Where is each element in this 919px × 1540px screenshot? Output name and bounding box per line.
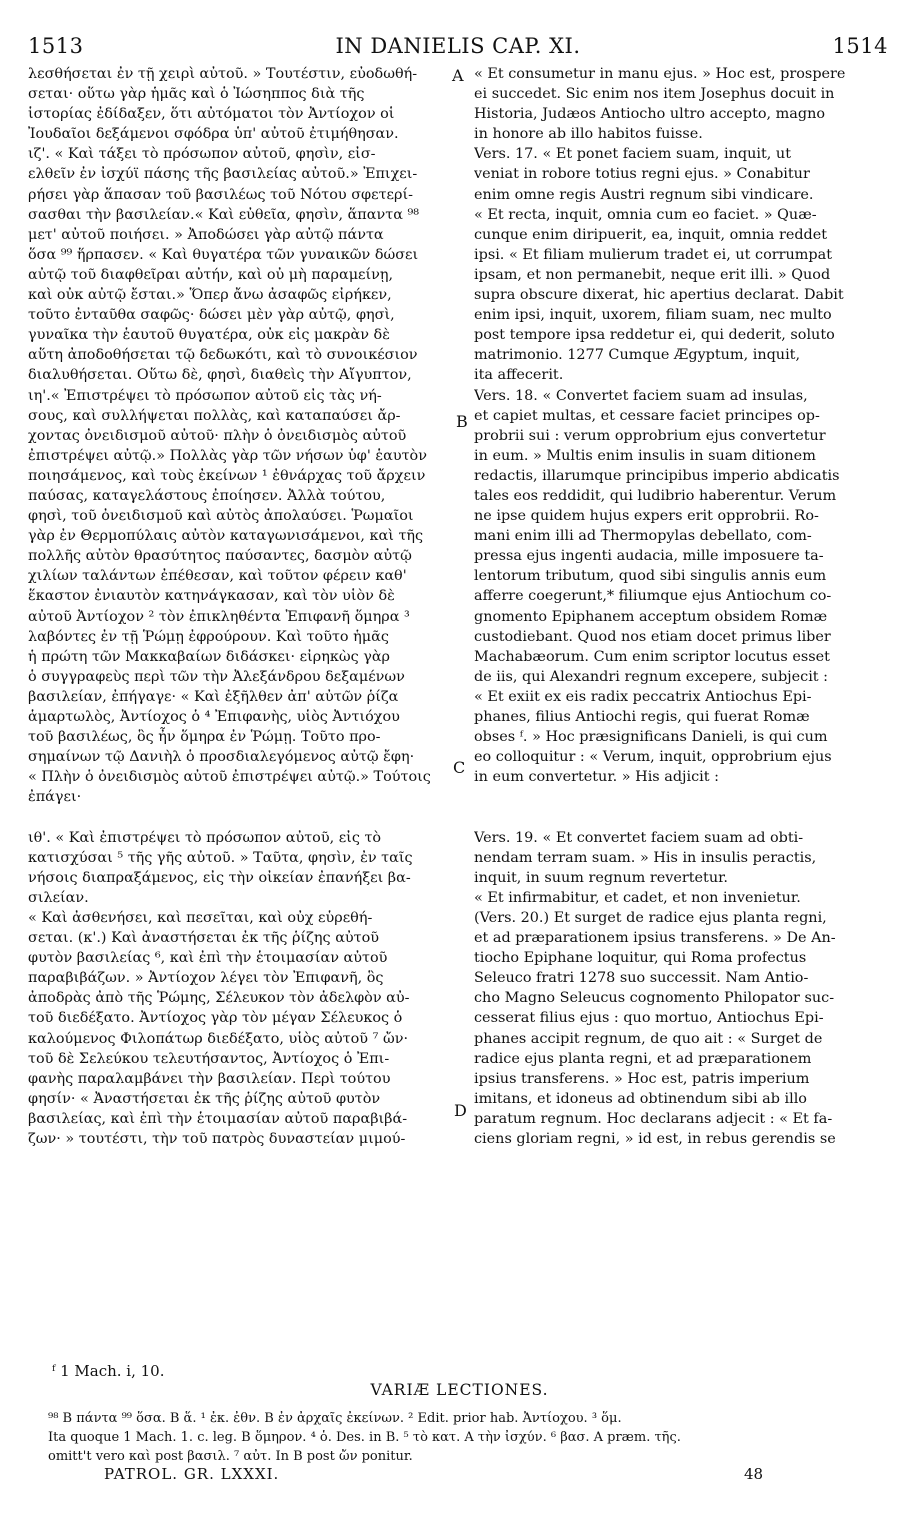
margin-letter-c: C [453,758,466,777]
latin-text-line: post tempore ipsa reddetur ei, qui dederit, soluto [474,327,835,344]
greek-text-line: χιλίων ταλάντων ἐπέθεσαν, καὶ τοῦτον φέρειν καθ' [28,568,407,585]
greek-text-line: ιθ'. « Καὶ ἐπιστρέψει τὸ πρόσωπον αὐτοῦ, εἰς τὸ [28,829,382,846]
latin-text-line [474,787,880,807]
latin-text-line: « Et exiit ex eis radix peccatrix Antiochus Epi- [474,688,812,705]
latin-text-line: gnomento Epiphanem acceptum obsidem Romæ [474,608,828,625]
greek-text-line: ιη'.« Ἐπιστρέψει τὸ πρόσωπον αὐτοῦ εἰς τὰς νή- [28,387,382,404]
greek-text-line: κατισχύσαι ⁵ τῆς γῆς αὐτοῦ. » Ταῦτα, φησὶν, ἐν ταῖς [28,849,413,866]
greek-text-line: σεται. (κ'.) Καὶ ἀναστήσεται ἐκ τῆς ῥίζης αὐτοῦ [28,930,380,947]
greek-text-line: φησίν· « Ἀναστήσεται ἐκ τῆς ῥίζης αὐτοῦ φυτὸν [28,1090,381,1107]
greek-text-line: παραβιβάζων. » Ἀντίοχον λέγει τὸν Ἐπιφανῆ, ὃς [28,970,384,987]
margin-letter-a: A [452,66,464,85]
latin-text-line: ita affecerit. [474,367,564,384]
greek-text-line: βασιλείαν, ἐπήγαγε· « Καὶ ἐξῆλθεν ἀπ' αὐτῶν ῥίζα [28,688,399,705]
greek-text-line: ποιησάμενος, καὶ τοὺς ἐκείνων ¹ ἐθνάρχας τοῦ ἄρχειν [28,467,426,484]
latin-text-line: paratum regnum. Hoc declarans adjecit : « Et fa- [474,1110,833,1127]
greek-text-line: λεσθήσεται ἐν τῇ χειρὶ αὐτοῦ. » Τουτέστιν, εὐοδωθή- [28,66,418,82]
running-title: IN DANIELIS CAP. XI. [335,34,581,58]
latin-text-line: « Et consumetur in manu ejus. » Hoc est, prospere [474,66,846,82]
latin-text-line: et capiet multas, et cessare faciet principes op- [474,407,820,424]
greek-text-line: φανὴς παραλαμβάνει τὴν βασιλείαν. Περὶ τούτου [28,1070,391,1087]
sheet-number: 48 [744,1465,764,1483]
greek-text-line: πολλῆς αὐτὸν θρασύτητος παύσαντες, δασμὸν αὐτῷ [28,548,412,565]
greek-text-line: ζων· » τουτέστι, τὴν τοῦ πατρὸς δυναστείαν μιμού- [28,1130,406,1147]
latin-text-line: nendam terram suam. » His in insulis peractis, [474,849,817,866]
latin-text-line: et ad præparationem ipsius transferens. » De An- [474,930,836,947]
greek-text-line: τοῦτο ἐνταῦθα σαφῶς· δώσει μὲν γὰρ αὐτῷ, φησὶ, [28,307,395,324]
latin-text-line: enim ipsi, inquit, uxorem, filiam suam, nec multo [474,307,832,324]
greek-text-line: ρήσει γὰρ ἅπασαν τοῦ βασιλέως τοῦ Νότου σφετερί- [28,186,413,203]
latin-column [474,64,880,1149]
latin-text-line: phanes, filius Antiochi regis, qui fuerat Romæ [474,709,810,725]
latin-text-line: veniat in robore totius regni ejus. » Conabitur [474,166,810,183]
latin-text-line: ipsam, et non permanebit, neque erit illi. » Quod [474,266,831,283]
greek-text-line [28,807,458,827]
latin-text-line: ei succedet. Sic enim nos item Josephus docuit in [474,86,835,103]
greek-text-line: τοῦ βασιλέως, ὃς ἦν ὅμηρα ἐν Ῥώμῃ. Τοῦτο προ- [28,729,381,746]
column-number-left: 1513 [28,34,84,58]
latin-text-line: radice ejus planta regni, et ad præparationem [474,1050,812,1067]
latin-text-line: ipsius transferens. » Hoc est, patris imperium [474,1070,810,1087]
latin-text-line: ipsi. « Et filiam mulierum tradet ei, ut corrumpat [474,246,832,263]
latin-text-line: mani enim illi ad Thermopylas debellato, com- [474,528,812,545]
greek-text-line: « Πλὴν ὁ ὀνειδισμὸς αὐτοῦ ἐπιστρέψει αὐτῷ.» Τούτοις [28,769,431,786]
greek-text-line: ἕκαστον ἐνιαυτὸν κατηνάγκασαν, καὶ τὸν υἱὸν δὲ [28,588,395,605]
latin-text-line: Seleuco fratri 1278 suo successit. Nam Antio- [474,970,809,987]
latin-text-line: pressa ejus ingenti audacia, mille imposuere ta- [474,548,824,565]
variant-reading-line: ⁹⁸ B πάντα ⁹⁹ ὅσα. B ἅ. ¹ ἐκ. ἐθν. B ἐν ἀρχαῖς ἐκείνων. ² Edit. prior hab. Ἀντίοχου. ³ ὅμ. [48,1411,622,1426]
latin-text-line: imitans, et idoneus ad obtinendum sibi ab illo [474,1090,807,1107]
latin-text-line: custodiebant. Quod nos etiam docet primus liber [474,628,831,645]
latin-text-line [474,807,880,827]
greek-text-line: καλούμενος Φιλοπάτωρ διεδέξατο, υἱὸς αὐτοῦ ⁷ ὤν· [28,1030,409,1047]
greek-text-line: φησὶ, τοῦ ὀνειδισμοῦ καὶ αὐτὸς ἀπολαύσει. Ῥωμαῖοι [28,508,414,525]
greek-text-line: χοντας ὀνειδισμοῦ αὐτοῦ· πλὴν ὁ ὀνειδισμὸς αὐτοῦ [28,427,407,444]
margin-letter-d: D [454,1101,467,1120]
greek-text-line: νήσοις διαπραξάμενος, εἰς τὴν οἰκείαν ἐπανήξει βα- [28,869,411,886]
greek-text-line: Ἰουδαῖοι δεξάμενοι σφόδρα ὑπ' αὐτοῦ ἐτιμήθησαν. [28,126,399,143]
latin-text-line: Vers. 18. « Convertet faciem suam ad insulas, [474,387,808,404]
latin-text-line: in eum convertetur. » His adjicit : [474,769,719,786]
latin-text-line: eo colloquitur : « Verum, inquit, opprobrium ejus [474,749,832,766]
greek-text-line: αὕτη ἀποδοθήσεται τῷ δεδωκότι, καὶ τὸ συνοικέσιον [28,347,418,364]
series-signature: PATROL. GR. LXXXI. [104,1465,280,1483]
greek-text-line: « Καὶ ἀσθενήσει, καὶ πεσεῖται, καὶ οὐχ εὑρεθή- [28,909,373,926]
greek-text-line: ἁμαρτωλὸς, Ἀντίοχος ὁ ⁴ Ἐπιφανὴς, υἱὸς Ἀντιόχου [28,709,400,725]
latin-text-line: obses ᶠ. » Hoc præsignificans Danieli, is qui cum [474,729,828,746]
latin-text-line: tiocho Epiphane loquitur, qui Roma profectus [474,950,807,967]
greek-text-line: λαβόντες ἐν τῇ Ῥώμῃ ἐφρούρουν. Καὶ τοῦτο ἡμᾶς [28,628,389,645]
greek-text-line: σημαίνων τῷ Δανιὴλ ὁ προσδιαλεγόμενος αὐτῷ ἔφη· [28,749,415,766]
latin-text-line: Vers. 17. « Et ponet faciem suam, inquit, ut [474,146,791,163]
greek-text-line: τοῦ διεδέξατο. Ἀντίοχος γὰρ τὸν μέγαν Σέλευκος ὁ [28,1010,403,1027]
greek-text-line: ὅσα ⁹⁹ ἥρπασεν. « Καὶ θυγατέρα τῶν γυναικῶν δώσει [28,246,419,263]
latin-text-line: cho Magno Seleucus cognomento Philopator suc- [474,990,835,1007]
margin-letter-b: B [456,412,468,431]
latin-text-line: lentorum tributum, quod sibi singulis annis eum [474,568,827,585]
variae-lectiones [48,1409,888,1466]
page-footer [0,1465,919,1485]
running-header [28,34,888,60]
greek-text-line: ὁ συγγραφεὺς περὶ τῶν τὴν Ἀλεξάνδρου δεξαμένων [28,668,405,685]
latin-text-line: cesserat filius ejus : quo mortuo, Antiochus Epi- [474,1010,824,1027]
greek-text-line: ἱστορίας ἐδίδαξεν, ὅτι αὐτόματοι τὸν Ἀντίοχον οἱ [28,106,395,123]
latin-text-line: « Et infirmabitur, et cadet, et non invenietur. [474,889,801,906]
latin-text-line: inquit, in suum regnum revertetur. [474,869,728,886]
greek-text-line: διαλυθήσεται. Οὕτω δὲ, φησὶ, διαθεὶς τὴν Αἴγυπτον, [28,367,412,384]
greek-text-line: ἡ πρώτη τῶν Μακκαβαίων διδάσκει· εἰρηκὼς γὰρ [28,648,390,665]
latin-text-line: redactis, illarumque principibus imperio abdicatis [474,467,840,484]
greek-column [28,64,458,1149]
latin-text-line: Historia, Judæos Antiocho ultro accepto, magno [474,106,826,123]
greek-text-line: ἀποδρὰς ἀπὸ τῆς Ῥώμης, Σέλευκον τὸν ἀδελφὸν αὐ- [28,990,410,1007]
greek-text-line: αὐτῷ τοῦ διαφθεῖραι αὐτήν, καὶ οὐ μὴ παραμείνῃ, [28,266,394,283]
latin-text-line: enim omne regis Austri regnum sibi vindicare. [474,186,814,203]
greek-text-line: σιλείαν. [28,889,89,906]
greek-text-line: ελθεῖν ἐν ἰσχύϊ πάσης τῆς βασιλείας αὐτοῦ.» Ἐπιχει- [28,166,418,183]
greek-text-line: καὶ οὐκ αὐτῷ ἔσται.» Ὅπερ ἄνω ἀσαφῶς εἰρήκεν, [28,287,392,304]
latin-text-line: Vers. 19. « Et convertet faciem suam ad obti- [474,829,804,846]
variant-reading-line: omitt't vero καὶ post βασιλ. ⁷ αὐτ. In B post ὤν ponitur. [48,1449,413,1464]
latin-text-line: afferre coegerunt,* filiumque ejus Antiochum co- [474,588,832,605]
greek-text-line: ιζ'. « Καὶ τάξει τὸ πρόσωπον αὐτοῦ, φησὶν, εἰσ- [28,146,376,163]
variae-lectiones-title: VARIÆ LECTIONES. [370,1381,549,1399]
latin-text-line: « Et recta, inquit, omnia cum eo faciet. » Quæ- [474,206,817,223]
greek-text-line: γυναῖκα τὴν ἑαυτοῦ θυγατέρα, οὐκ εἰς μακρὰν δὲ [28,327,390,344]
column-number-right: 1514 [832,34,888,58]
variant-reading-line: Ita quoque 1 Mach. 1. c. leg. B ὅμηρον. ⁴ ὁ. Des. in B. ⁵ τὸ κατ. A τὴν ἰσχύν. ⁶ βασ. A præm. τῆς. [48,1430,681,1445]
greek-text-line: ἐπάγει· [28,789,82,806]
greek-text-line: σασθαι τὴν βασιλείαν.« Καὶ εὐθεῖα, φησὶν, ἅπαντα ⁹⁸ [28,206,420,223]
greek-text-line: βασιλείας, καὶ ἐπὶ τὴν ἑτοιμασίαν αὐτοῦ παραβιβά- [28,1110,408,1127]
latin-text-line: in honore ab illo habitos fuisse. [474,126,703,143]
latin-text-line: de iis, qui Alexandri regnum excepere, subjecit : [474,668,828,685]
greek-text-line: ἐπιστρέψει αὐτῷ.» Πολλὰς γὰρ τῶν νήσων ὑφ' ἑαυτὸν [28,447,427,464]
latin-text-line: probrii sui : verum opprobrium ejus convertetur [474,427,826,444]
latin-text-line: supra obscure dixerat, hic apertius declarat. Dabit [474,287,844,304]
footnote: ᶠ 1 Mach. i, 10. [52,1362,165,1380]
greek-text-line: παύσας, καταγελάστους ἐποίησεν. Ἀλλὰ τούτου, [28,487,386,504]
greek-text-line: σους, καὶ συλλήψεται πολλὰς, καὶ καταπαύσει ἄρ- [28,407,401,424]
latin-text-line: ciens gloriam regni, » id est, in rebus gerendis se [474,1130,836,1147]
latin-text-line: tales eos reddidit, qui ludibrio haberentur. Verum [474,487,837,504]
latin-text-line: in eum. » Multis enim insulis in suam ditionem [474,447,816,464]
greek-text-line: φυτὸν βασιλείας ⁶, καὶ ἐπὶ τὴν ἑτοιμασίαν αὐτοῦ [28,950,388,967]
greek-text-line: αὐτοῦ Ἀντίοχον ² τὸν ἐπικληθέντα Ἐπιφανῆ ὅμηρα ³ [28,608,410,625]
latin-text-line: phanes accipit regnum, de quo ait : « Surget de [474,1030,823,1047]
latin-text-line: matrimonio. 1277 Cumque Ægyptum, inquit, [474,347,801,364]
latin-text-line: (Vers. 20.) Et surget de radice ejus planta regni, [474,909,827,926]
greek-text-line: μετ' αὐτοῦ ποιήσει. » Ἀποδώσει γὰρ αὐτῷ πάντα [28,226,384,243]
latin-text-line: cunque enim diripuerit, ea, inquit, omnia reddet [474,226,828,243]
greek-text-line: τοῦ δὲ Σελεύκου τελευτήσαντος, Ἀντίοχος ὁ Ἐπι- [28,1050,390,1067]
latin-text-line: ne ipse quidem hujus expers erit opprobrii. Ro- [474,508,819,525]
greek-text-line: σεται· οὕτω γὰρ ἡμᾶς καὶ ὁ Ἰώσηππος διὰ τῆς [28,86,365,103]
latin-text-line: Machabæorum. Cum enim scriptor locutus esset [474,648,830,665]
greek-text-line: γὰρ ἐν Θερμοπύλαις αὐτὸν καταγωνισάμενοι, καὶ τῆς [28,528,424,545]
